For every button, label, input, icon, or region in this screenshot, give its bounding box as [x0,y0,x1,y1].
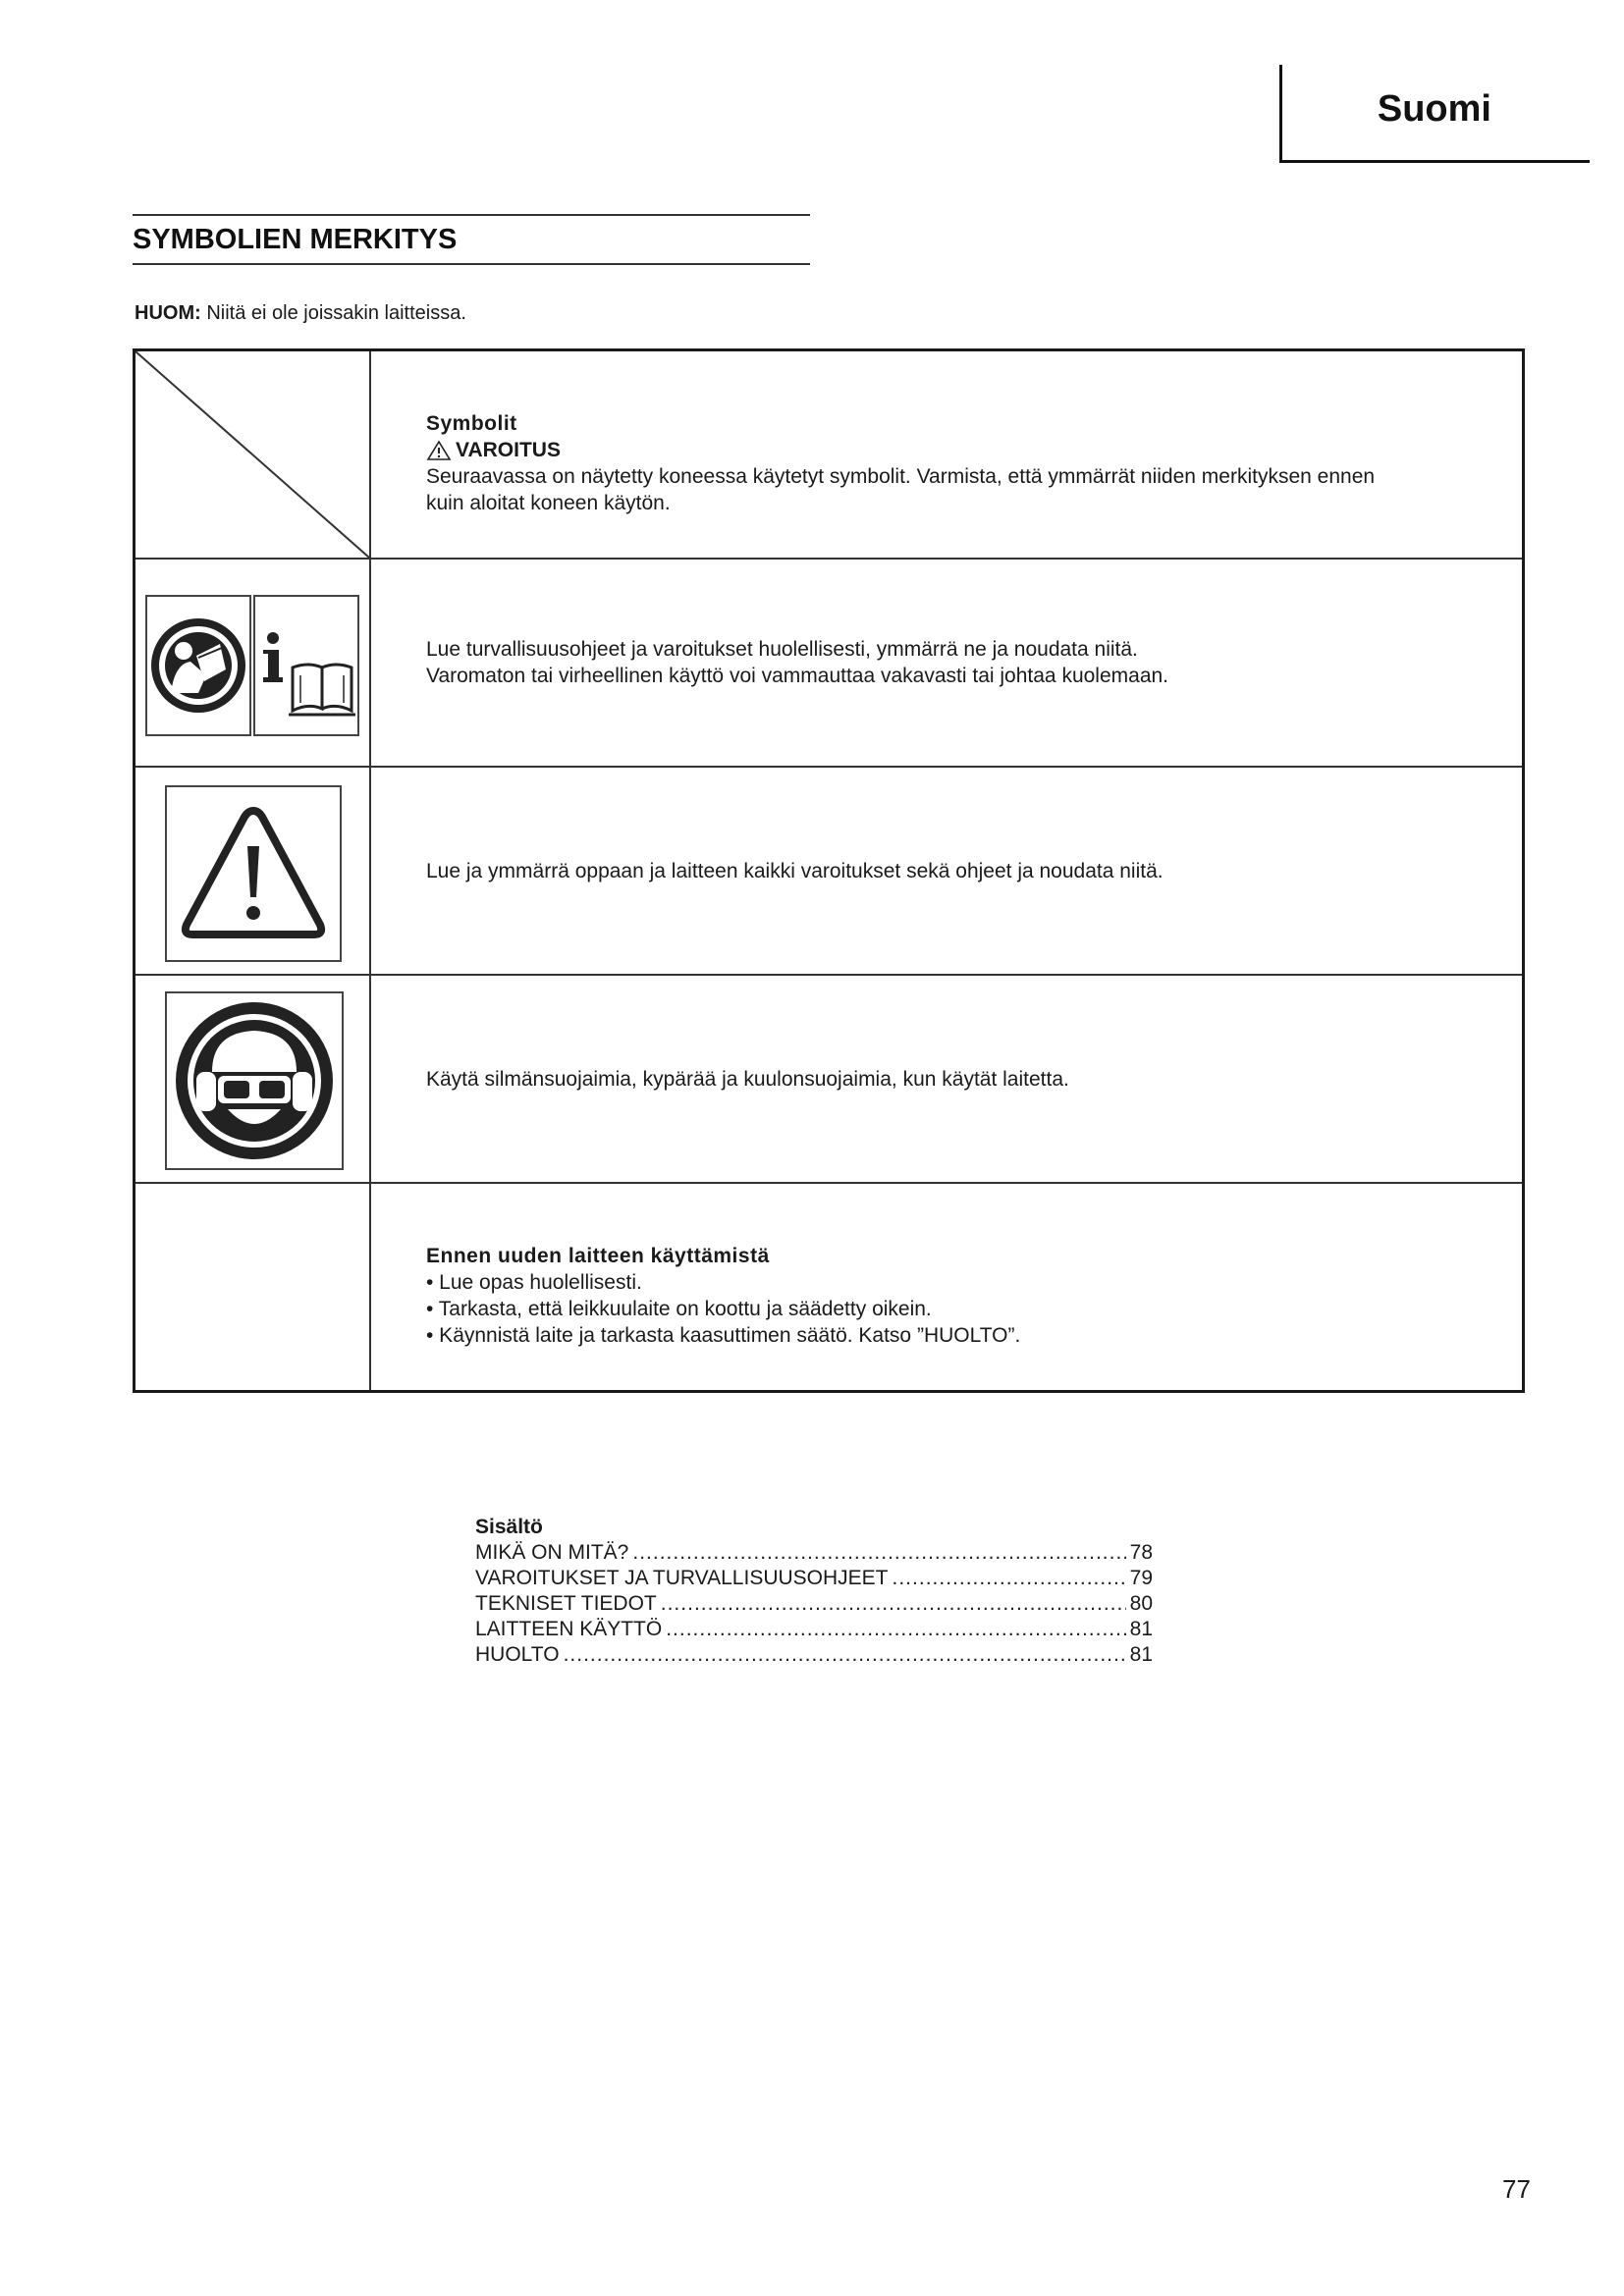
symbol-text-gear [371,976,1522,1182]
toc-item [475,1540,1153,1566]
warning-label [426,437,1502,463]
toc-item [475,1617,1153,1642]
symbol-cell-empty [135,351,371,558]
read-manual-icon [145,595,251,736]
toc-item-page: 79 [1129,1567,1153,1589]
symbol-cell-manual [135,560,371,766]
before-use-line-3: • Käynnistä laite ja tarkasta kaasuttimen säätö. Katso ”HUOLTO”. [426,1324,1021,1347]
symbol-text-intro [371,351,1522,558]
toc-item [475,1642,1153,1668]
toc-item-label: HUOLTO [475,1643,560,1666]
toc-title: Sisältö [475,1516,543,1538]
symbol-text-manual [371,560,1522,766]
page-number: 77 [1502,2174,1531,2204]
toc-item-page: 78 [1129,1541,1153,1564]
toc-item [475,1591,1153,1617]
symbol-table [133,348,1525,1393]
warning-triangle-icon [165,785,342,962]
protective-gear-icon [165,991,344,1170]
language-tab-border-left [1279,65,1282,163]
symbol-row-intro [135,351,1522,560]
note-label: HUOM: [135,302,201,324]
gear-line-1: Käytä silmänsuojaimia, kypärää ja kuulonsuojaimia, kun käytät laitetta. [426,1067,1069,1091]
toc-item [475,1566,1153,1591]
toc-item-label: LAITTEEN KÄYTTÖ [475,1618,663,1640]
symbol-cell-gear [135,976,371,1182]
intro-line-2: kuin aloitat koneen käytön. [426,492,671,514]
note [135,302,466,325]
symbol-text-warning [371,768,1522,974]
symbol-row-manual [135,560,1522,768]
toc-item-page: 80 [1129,1592,1153,1615]
warning-text: VAROITUS [456,439,561,461]
before-use-line-1: • Lue opas huolellisesti. [426,1271,642,1294]
toc-dot-leader [564,1642,1126,1668]
toc-dot-leader [666,1617,1125,1642]
toc-dot-leader [632,1540,1125,1566]
warning-small-icon [426,440,452,461]
symbols-heading: Symbolit [426,412,517,435]
toc-item-page: 81 [1129,1618,1153,1640]
toc-item-page: 81 [1129,1643,1153,1666]
section-title: SYMBOLIEN MERKITYS [133,214,810,265]
warning-line-1: Lue ja ymmärrä oppaan ja laitteen kaikki varoitukset sekä ohjeet ja noudata niitä. [426,859,1164,882]
diagonal-line [135,351,369,558]
toc-item-label: VAROITUKSET JA TURVALLISUUSOHJEET [475,1567,889,1589]
language-label: Suomi [1377,88,1491,130]
toc-item-label: MIKÄ ON MITÄ? [475,1541,629,1564]
note-text: Niitä ei ole joissakin laitteissa. [200,302,466,324]
table-of-contents [475,1515,1153,1668]
language-tab [1279,65,1590,163]
toc-dot-leader [893,1566,1126,1591]
before-use-line-2: • Tarkasta, että leikkuulaite on koottu ja säädetty oikein. [426,1298,932,1320]
symbol-text-before-use [371,1184,1522,1390]
symbol-cell-empty-2 [135,1184,371,1390]
info-book-icon [253,595,359,736]
intro-line-1: Seuraavassa on näytetty koneessa käytetyt symbolit. Varmista, että ymmärrät niiden merkityksen ennen [426,465,1376,488]
toc-item-label: TEKNISET TIEDOT [475,1592,657,1615]
symbol-row-warning [135,768,1522,976]
toc-dot-leader [661,1591,1126,1617]
before-use-heading: Ennen uuden laitteen käyttämistä [426,1245,770,1267]
symbol-row-gear [135,976,1522,1184]
manual-line-2: Varomaton tai virheellinen käyttö voi vammauttaa vakavasti tai johtaa kuolemaan. [426,665,1169,687]
manual-line-1: Lue turvallisuusohjeet ja varoitukset huolellisesti, ymmärrä ne ja noudata niitä. [426,638,1138,661]
language-tab-border-bottom [1279,160,1590,163]
symbol-row-before-use [135,1184,1522,1390]
symbol-cell-warning [135,768,371,974]
